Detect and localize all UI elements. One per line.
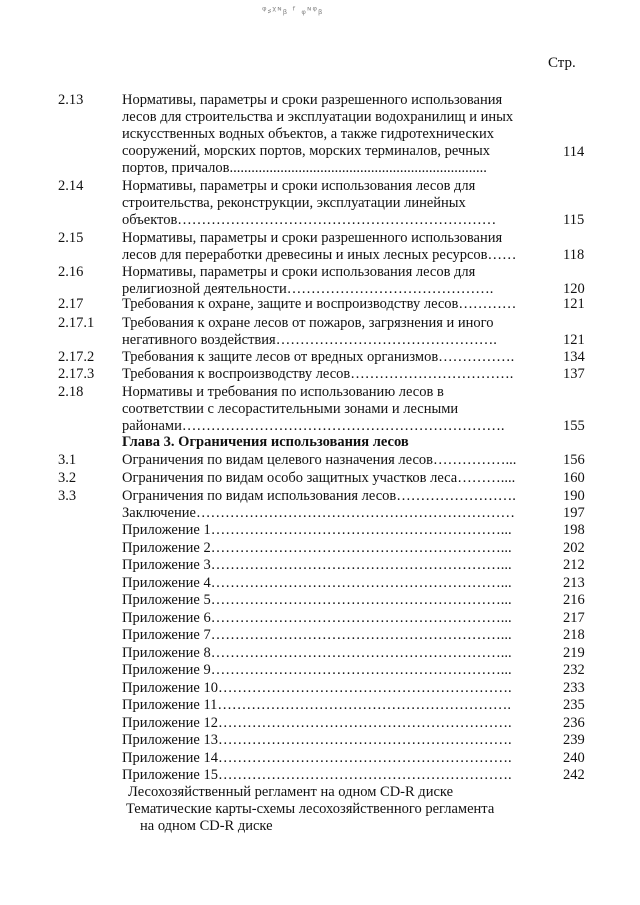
section-number: 2.17.3 [58, 366, 95, 382]
page-number: 236 [563, 715, 585, 731]
page-number: 217 [563, 610, 585, 626]
page-number: 197 [563, 505, 585, 521]
title-line: соответствии с лесорастительными зонами и лесными [122, 401, 459, 417]
page-number: 242 [563, 767, 585, 783]
title-line: Приложение 13……………………………………………………. [122, 732, 512, 748]
title-line: Приложение 10……………………………………………………. [122, 680, 512, 696]
scan-artifact: ᵠ⸗ᵡᶰᵦ ᶠ ᵩᶰᵠᵦ [262, 4, 324, 17]
title-line: Нормативы и требования по использованию лесов в [122, 384, 444, 400]
title-line: Приложение 12……………………………………………………. [122, 715, 512, 731]
section-number: 2.18 [58, 384, 84, 400]
page-number: 198 [563, 522, 585, 538]
section-title [122, 349, 532, 366]
section-number: 2.14 [58, 178, 84, 194]
title-line: Приложение 5……………………………………………………... [122, 592, 512, 608]
page-number: 218 [563, 627, 585, 643]
section-number: 2.17.1 [58, 315, 95, 331]
title-line: Ограничения по видам особо защитных участков леса……….... [122, 470, 516, 486]
page-number: 160 [563, 470, 585, 486]
title-line: негативного воздействия………………………………………. [122, 332, 497, 348]
title-line: Приложение 7……………………………………………………... [122, 627, 512, 643]
page-number: 213 [563, 575, 585, 591]
section-title [122, 315, 532, 349]
page-number: 219 [563, 645, 585, 661]
title-line: религиозной деятельности……………………………………. [122, 281, 494, 297]
note-line: на одном CD-R диске [140, 818, 273, 834]
title-line: сооружений, морских портов, морских терминалов, речных [122, 143, 491, 159]
section-number: 2.16 [58, 264, 84, 280]
section-number: 2.13 [58, 92, 84, 108]
title-line: Нормативы, параметры и сроки использования лесов для [122, 178, 476, 194]
section-title [122, 592, 532, 609]
page-number: 121 [563, 296, 585, 312]
cd-notes [128, 784, 548, 835]
section-title [122, 610, 532, 627]
section-title [122, 488, 532, 505]
title-line: Заключение………………………………………………………… [122, 505, 515, 521]
title-line: Требования к воспроизводству лесов……………………………. [122, 366, 514, 382]
section-title [122, 505, 532, 522]
title-line: строительства, реконструкции, эксплуатации линейных [122, 195, 466, 211]
page-number: 134 [563, 349, 585, 365]
section-title [122, 540, 532, 557]
page-number: 156 [563, 452, 585, 468]
page-number: 233 [563, 680, 585, 696]
title-line: Приложение 4……………………………………………………... [122, 575, 512, 591]
section-title [122, 575, 532, 592]
page-number: 232 [563, 662, 585, 678]
title-line: объектов………………………………………………………… [122, 212, 497, 228]
section-title [122, 522, 532, 539]
title-line: Приложение 3……………………………………………………... [122, 557, 512, 573]
section-title [122, 470, 532, 487]
section-title [122, 680, 532, 697]
title-line: Глава 3. Ограничения использования лесов [122, 434, 409, 450]
title-line: Требования к охране, защите и воспроизводству лесов………… [122, 296, 517, 312]
section-title [122, 732, 532, 749]
page-number: 115 [563, 212, 585, 228]
section-title [122, 366, 532, 383]
page-number: 202 [563, 540, 585, 556]
section-number: 3.2 [58, 470, 77, 486]
section-title [122, 645, 532, 662]
title-line: портов, причалов....................................................................... [122, 160, 487, 176]
section-title [122, 697, 532, 714]
page-column-label: Стр. [548, 55, 576, 71]
section-title [122, 662, 532, 679]
title-line: Нормативы, параметры и сроки использования лесов для [122, 264, 476, 280]
section-title [122, 767, 532, 784]
note-line: Тематические карты-схемы лесохозяйственного регламента [126, 801, 495, 817]
page-number: 216 [563, 592, 585, 608]
title-line: Ограничения по видам использования лесов……………………. [122, 488, 516, 504]
page-number: 121 [563, 332, 585, 348]
title-line: искусственных водных объектов, а также гидротехнических [122, 126, 494, 142]
section-title [122, 750, 532, 767]
page-number: 190 [563, 488, 585, 504]
chapter-heading [122, 434, 532, 451]
note-line: Лесохозяйственный регламент на одном CD-R диске [128, 784, 454, 800]
title-line: Требования к охране лесов от пожаров, загрязнения и иного [122, 315, 494, 331]
section-title [122, 627, 532, 644]
title-line: лесов для переработки древесины и иных лесных ресурсов…… [122, 247, 517, 263]
title-line: Нормативы, параметры и сроки разрешенного использования [122, 92, 503, 108]
section-title [122, 178, 532, 229]
section-title [122, 715, 532, 732]
page-number: 235 [563, 697, 585, 713]
section-title [122, 92, 532, 177]
section-title [122, 452, 532, 469]
section-number: 2.15 [58, 230, 84, 246]
page-number: 239 [563, 732, 585, 748]
section-title [122, 296, 532, 313]
page-number: 114 [563, 144, 585, 160]
title-line: Требования к защите лесов от вредных организмов……………. [122, 349, 515, 365]
title-line: Приложение 15……………………………………………………. [122, 767, 512, 783]
section-title [122, 557, 532, 574]
title-line: Приложение 11……………………………………………………. [122, 697, 512, 713]
section-title [122, 230, 532, 264]
title-line: Приложение 14……………………………………………………. [122, 750, 512, 766]
section-number: 3.1 [58, 452, 77, 468]
page-number: 155 [563, 418, 585, 434]
section-number: 2.17 [58, 296, 84, 312]
section-title [122, 264, 532, 298]
page-number: 240 [563, 750, 585, 766]
title-line: Нормативы, параметры и сроки разрешенного использования [122, 230, 503, 246]
title-line: Ограничения по видам целевого назначения лесов……………... [122, 452, 517, 468]
title-line: Приложение 9……………………………………………………... [122, 662, 512, 678]
title-line: Приложение 2……………………………………………………... [122, 540, 512, 556]
section-title [122, 384, 532, 435]
title-line: лесов для строительства и эксплуатации водохранилищ и иных [122, 109, 514, 125]
page-number: 120 [563, 281, 585, 297]
page-number: 212 [563, 557, 585, 573]
title-line: Приложение 8……………………………………………………... [122, 645, 512, 661]
title-line: Приложение 1……………………………………………………... [122, 522, 512, 538]
section-number: 3.3 [58, 488, 77, 504]
page-number: 118 [563, 247, 585, 263]
section-number: 2.17.2 [58, 349, 95, 365]
title-line: районами…………………………………………………………. [122, 418, 505, 434]
page-number: 137 [563, 366, 585, 382]
title-line: Приложение 6……………………………………………………... [122, 610, 512, 626]
